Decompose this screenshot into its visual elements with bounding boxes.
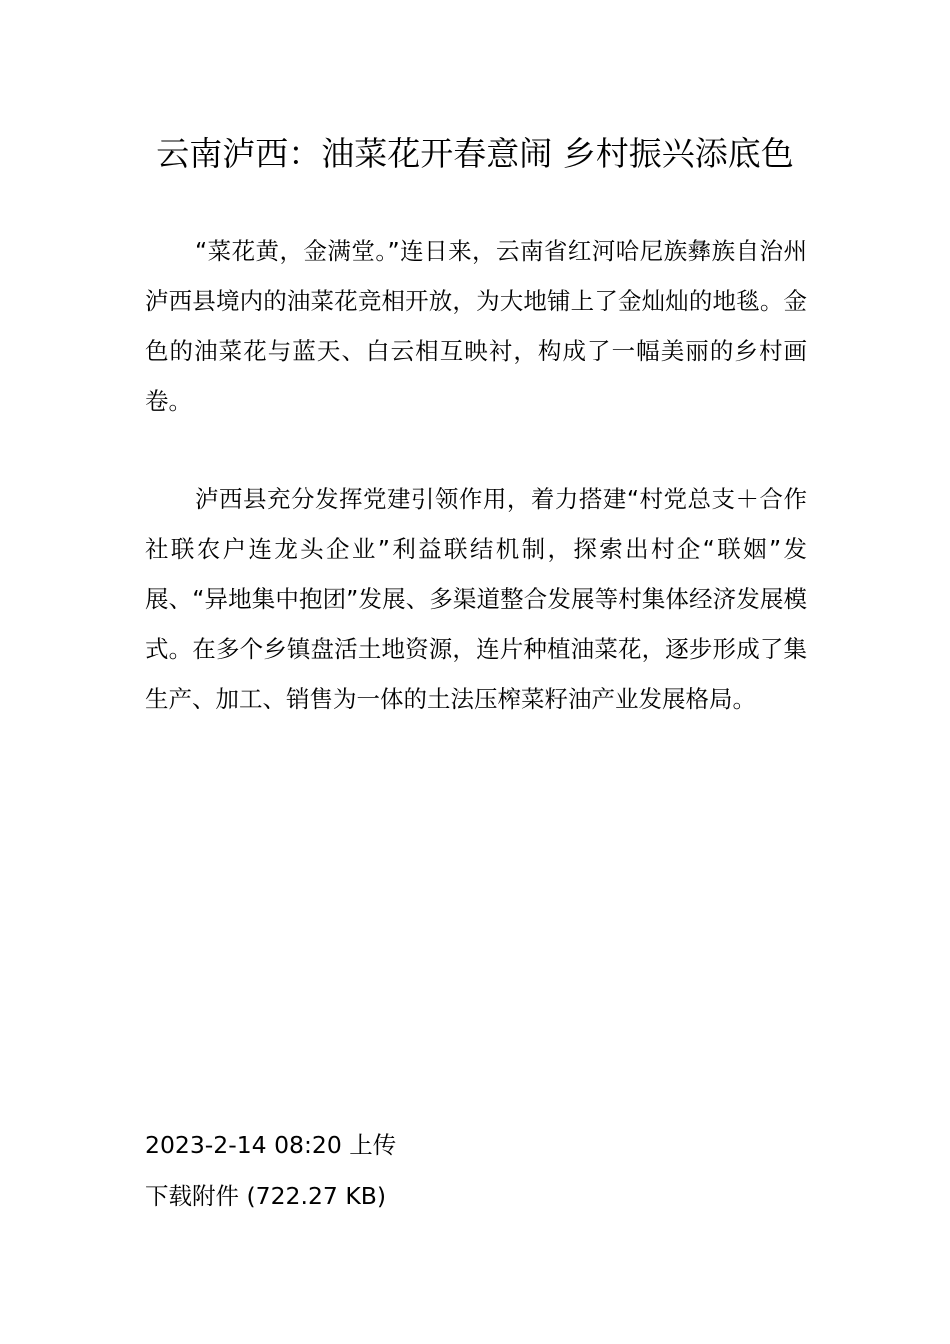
article-paragraph: “菜花黄，金满堂。”连日来，云南省红河哈尼族彝族自治州泸西县境内的油菜花竞相开放，为大地铺上了金灿灿的地毯。金色的油菜花与蓝天、白云相互映衬，构成了一幅美丽的乡村画卷。 xyxy=(145,237,807,415)
download-attachment-link[interactable]: 下载附件 (722.27 KB) xyxy=(145,1182,387,1210)
upload-timestamp: 2023-2-14 08:20 上传 xyxy=(145,1131,397,1159)
article-title: 云南泸西：油菜花开春意闹 乡村振兴添底色 xyxy=(156,134,794,173)
article-paragraph: 泸西县充分发挥党建引领作用，着力搭建“村党总支＋合作社联农户连龙头企业”利益联结机制，探索出村企“联姻”发展、“异地集中抱团”发展、多渠道整合发展等村集体经济发展模式。在多个乡镇盘活土地资源，连片种植油菜花，逐步形成了集生产、加工、销售为一体的土法压榨菜籽油产业发展格局。 xyxy=(145,485,807,713)
